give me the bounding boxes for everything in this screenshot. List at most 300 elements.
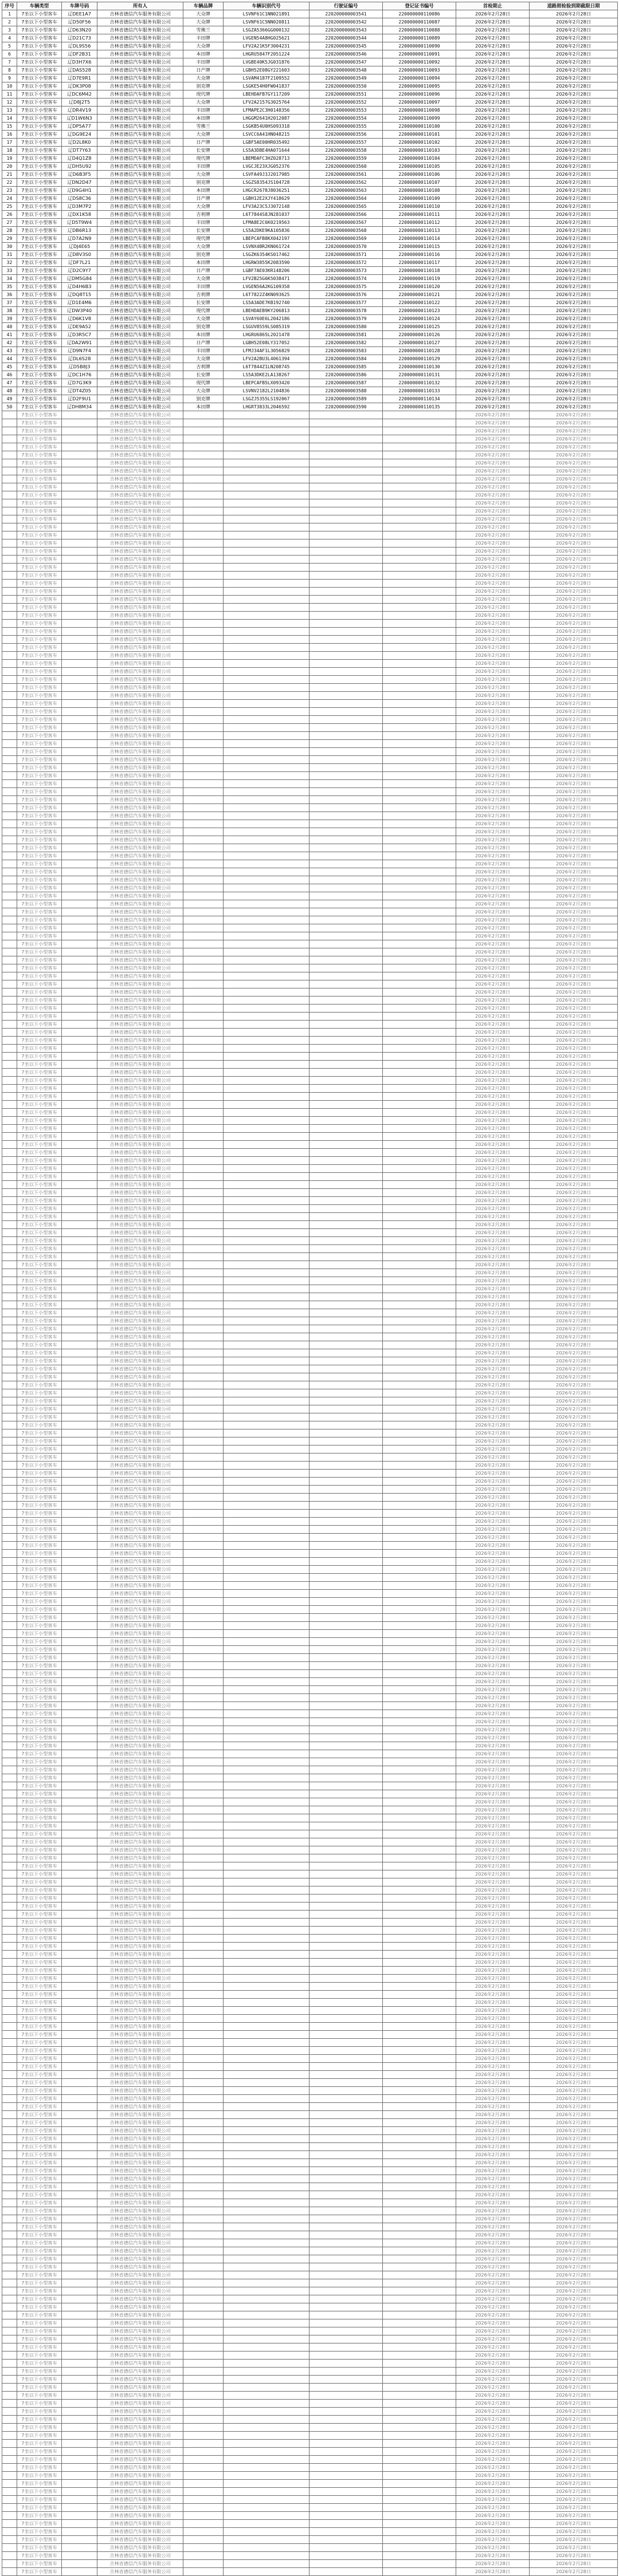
cell-plate: 辽D2C9Y7 [62,267,97,275]
cell-brand [183,1518,224,1526]
cell-plate: 辽D63N20 [62,26,97,34]
cell-first-inspection: 2026年2月28日 [456,964,530,972]
cell-owner: 吉林省德信汽车服务有限公司 [97,2376,183,2384]
cell-first-inspection: 2026年2月28日 [456,2368,530,2376]
cell-brand [183,748,224,756]
cell-first-inspection: 2026年2月28日 [456,2175,530,2183]
table-row [2,1894,618,1903]
cell-reg-cert-no: 220000000110094 [383,74,456,82]
cell-vin [224,1021,310,1029]
cell-vin [224,2464,310,2472]
cell-permit-expiry: 2026年2月28日 [530,267,618,275]
cell-vin [224,1510,310,1518]
cell-plate: 辽DH8M34 [62,403,97,411]
cell-reg-cert-no [383,1518,456,1526]
cell-plate [62,1373,97,1381]
cell-reg-cert-no: 220000000110123 [383,307,456,315]
cell-vehicle-type: 7坐以下小型客车 [17,1462,62,1470]
cell-plate [62,2271,97,2279]
cell-vin [224,1598,310,1606]
cell-first-inspection: 2026年2月28日 [456,483,530,491]
cell-index [2,1975,17,1983]
cell-index [2,2255,17,2263]
cell-plate [62,2352,97,2360]
cell-brand [183,1894,224,1903]
cell-reg-cert-no [383,876,456,884]
cell-plate [62,1814,97,1822]
cell-plate [62,1718,97,1726]
cell-license-no [310,1959,383,1967]
cell-reg-cert-no [383,708,456,716]
cell-vin [224,556,310,564]
cell-plate [62,2223,97,2231]
table-row [2,2327,618,2335]
cell-vin [224,764,310,772]
cell-vin [224,1341,310,1349]
cell-index: 38 [2,307,17,315]
cell-first-inspection: 2026年2月28日 [456,740,530,748]
cell-vin [224,1886,310,1894]
cell-plate [62,1806,97,1814]
cell-plate [62,1325,97,1333]
cell-vin [224,2199,310,2207]
table-row [2,956,618,964]
cell-index [2,499,17,507]
cell-permit-expiry: 2026年2月28日 [530,2456,618,2464]
cell-index [2,772,17,780]
cell-reg-cert-no [383,2536,456,2544]
cell-reg-cert-no [383,2119,456,2127]
cell-vehicle-type: 7坐以下小型客车 [17,636,62,644]
cell-vin [224,515,310,523]
cell-brand: 本田牌 [183,50,224,58]
cell-license-no [310,1413,383,1421]
cell-reg-cert-no: 220000000110124 [383,315,456,323]
cell-reg-cert-no [383,2127,456,2135]
cell-owner: 吉林省德信汽车服务有限公司 [97,700,183,708]
cell-brand [183,2047,224,2055]
cell-vin [224,1253,310,1261]
cell-index [2,1253,17,1261]
table-row [2,2568,618,2576]
cell-plate [62,1983,97,1991]
cell-first-inspection: 2026年2月28日 [456,2055,530,2063]
cell-plate [62,1670,97,1678]
cell-permit-expiry: 2026年2月28日 [530,515,618,523]
cell-brand [183,1798,224,1806]
cell-license-no [310,1814,383,1822]
cell-first-inspection: 2026年2月28日 [456,1534,530,1542]
cell-reg-cert-no [383,2271,456,2279]
cell-vehicle-type: 7坐以下小型客车 [17,764,62,772]
cell-owner: 吉林省德信汽车服务有限公司 [97,42,183,50]
cell-vin [224,1903,310,1911]
cell-vin [224,2207,310,2215]
cell-vin [224,972,310,980]
cell-brand [183,556,224,564]
cell-plate: 辽D3R5C7 [62,331,97,339]
cell-vin [224,1189,310,1197]
cell-brand [183,2544,224,2552]
cell-index [2,1598,17,1606]
cell-vin [224,1013,310,1021]
table-row [2,2023,618,2031]
cell-license-no: 220200000003562 [310,179,383,187]
cell-index [2,2263,17,2271]
cell-plate [62,2376,97,2384]
cell-license-no [310,1381,383,1389]
cell-permit-expiry: 2026年2月28日 [530,1462,618,1470]
cell-owner: 吉林省德信汽车服务有限公司 [97,2223,183,2231]
cell-vehicle-type: 7坐以下小型客车 [17,1269,62,1277]
table-row [2,18,618,26]
cell-plate [62,507,97,515]
cell-brand: 丰田牌 [183,58,224,66]
cell-first-inspection: 2026年2月28日 [456,676,530,684]
cell-brand [183,1341,224,1349]
cell-owner: 吉林省德信汽车服务有限公司 [97,283,183,291]
cell-vin [224,2095,310,2103]
cell-license-no: 220200000003548 [310,66,383,74]
cell-plate [62,1077,97,1085]
cell-reg-cert-no: 220000000110115 [383,243,456,251]
cell-owner: 吉林省德信汽车服务有限公司 [97,716,183,724]
cell-first-inspection: 2026年2月28日 [456,1454,530,1462]
cell-plate [62,844,97,852]
cell-permit-expiry: 2026年2月28日 [530,1197,618,1205]
cell-owner: 吉林省德信汽车服务有限公司 [97,1927,183,1935]
table-row [2,2207,618,2215]
cell-plate [62,419,97,427]
cell-plate: 辽DT4Z05 [62,387,97,395]
cell-brand [183,1005,224,1013]
cell-first-inspection: 2026年2月28日 [456,908,530,916]
cell-vehicle-type: 7坐以下小型客车 [17,147,62,155]
cell-vin [224,2408,310,2416]
table-row [2,26,618,34]
cell-plate: 辽D6B3F5 [62,171,97,179]
cell-reg-cert-no [383,491,456,499]
cell-index [2,884,17,892]
cell-first-inspection: 2026年2月28日 [456,235,530,243]
cell-brand [183,1421,224,1429]
cell-plate [62,2151,97,2159]
cell-vin [224,411,310,419]
cell-first-inspection: 2026年2月28日 [456,2223,530,2231]
cell-reg-cert-no: 220000000110117 [383,259,456,267]
table-row [2,411,618,419]
cell-permit-expiry: 2026年2月28日 [530,50,618,58]
cell-permit-expiry: 2026年2月28日 [530,1061,618,1069]
table-row [2,780,618,788]
cell-vehicle-type: 7坐以下小型客车 [17,1197,62,1205]
cell-index [2,1983,17,1991]
table-row [2,1029,618,1037]
cell-plate [62,836,97,844]
cell-brand: 吉利牌 [183,211,224,219]
cell-first-inspection: 2026年2月28日 [456,588,530,596]
cell-vehicle-type: 7坐以下小型客车 [17,1582,62,1590]
table-row [2,1694,618,1702]
cell-owner: 吉林省德信汽车服务有限公司 [97,82,183,90]
cell-license-no [310,1013,383,1021]
cell-plate [62,756,97,764]
cell-index [2,636,17,644]
cell-plate [62,916,97,924]
table-row [2,1854,618,1862]
cell-owner: 吉林省德信汽车服务有限公司 [97,2343,183,2352]
cell-reg-cert-no [383,796,456,804]
cell-plate [62,2512,97,2520]
cell-first-inspection: 2026年2月28日 [456,836,530,844]
cell-reg-cert-no [383,2472,456,2480]
cell-vehicle-type: 7坐以下小型客车 [17,1670,62,1678]
cell-vehicle-type: 7坐以下小型客车 [17,499,62,507]
cell-brand: 大众牌 [183,387,224,395]
cell-brand [183,1502,224,1510]
cell-vehicle-type: 7坐以下小型客车 [17,1486,62,1494]
cell-owner: 吉林省德信汽车服务有限公司 [97,2440,183,2448]
cell-vehicle-type: 7坐以下小型客车 [17,1085,62,1093]
cell-license-no [310,1237,383,1245]
cell-first-inspection: 2026年2月28日 [456,1662,530,1670]
cell-owner: 吉林省德信汽车服务有限公司 [97,2400,183,2408]
cell-owner: 吉林省德信汽车服务有限公司 [97,876,183,884]
cell-index [2,724,17,732]
cell-permit-expiry: 2026年2月28日 [530,18,618,26]
cell-owner: 吉林省德信汽车服务有限公司 [97,427,183,435]
cell-reg-cert-no [383,1878,456,1886]
cell-owner: 吉林省德信汽车服务有限公司 [97,612,183,620]
cell-permit-expiry: 2026年2月28日 [530,107,618,115]
cell-plate [62,1462,97,1470]
cell-plate [62,475,97,483]
cell-index [2,1478,17,1486]
cell-owner: 吉林省德信汽车服务有限公司 [97,419,183,427]
cell-index [2,1558,17,1566]
cell-brand [183,2087,224,2095]
cell-owner: 吉林省德信汽车服务有限公司 [97,948,183,956]
cell-vehicle-type: 7坐以下小型客车 [17,2095,62,2103]
cell-brand [183,1590,224,1598]
cell-reg-cert-no: 220000000110128 [383,347,456,355]
cell-reg-cert-no [383,467,456,475]
cell-brand: 日产牌 [183,339,224,347]
cell-brand [183,1566,224,1574]
cell-plate [62,1919,97,1927]
cell-vin [224,2135,310,2143]
cell-owner: 吉林省德信汽车服务有限公司 [97,2488,183,2496]
cell-index [2,572,17,580]
cell-plate [62,1774,97,1782]
cell-index: 3 [2,26,17,34]
cell-vehicle-type: 7坐以下小型客车 [17,1606,62,1614]
cell-reg-cert-no [383,1221,456,1229]
cell-license-no [310,2127,383,2135]
cell-vin [224,620,310,628]
cell-reg-cert-no [383,1654,456,1662]
cell-vin [224,467,310,475]
cell-vin [224,2271,310,2279]
cell-owner: 吉林省德信汽车服务有限公司 [97,2560,183,2568]
cell-vin [224,548,310,556]
cell-brand [183,1718,224,1726]
cell-brand [183,740,224,748]
cell-plate [62,1830,97,1838]
cell-brand [183,996,224,1005]
cell-plate [62,772,97,780]
cell-brand [183,716,224,724]
table-row [2,2416,618,2424]
cell-reg-cert-no [383,1261,456,1269]
cell-vehicle-type: 7坐以下小型客车 [17,1798,62,1806]
cell-license-no: 220200000003547 [310,58,383,66]
cell-license-no [310,844,383,852]
cell-vin [224,1654,310,1662]
cell-brand [183,1991,224,1999]
cell-first-inspection: 2026年2月28日 [456,1670,530,1678]
cell-index: 23 [2,187,17,195]
cell-reg-cert-no [383,2047,456,2055]
cell-license-no [310,2408,383,2416]
cell-brand [183,1534,224,1542]
table-row [2,2015,618,2023]
cell-plate [62,2239,97,2247]
cell-vin [224,2295,310,2303]
cell-owner: 吉林省德信汽车服务有限公司 [97,1197,183,1205]
cell-index [2,940,17,948]
cell-owner: 吉林省德信汽车服务有限公司 [97,1894,183,1903]
cell-vehicle-type: 7坐以下小型客车 [17,1317,62,1325]
cell-owner: 吉林省德信汽车服务有限公司 [97,2335,183,2343]
cell-brand [183,1742,224,1750]
cell-reg-cert-no [383,427,456,435]
cell-reg-cert-no [383,660,456,668]
cell-brand [183,892,224,900]
cell-vehicle-type: 7坐以下小型客车 [17,1590,62,1598]
cell-plate [62,1678,97,1686]
cell-brand: 大众牌 [183,42,224,50]
cell-permit-expiry: 2026年2月28日 [530,796,618,804]
cell-vin [224,1486,310,1494]
cell-brand [183,2552,224,2560]
cell-vehicle-type: 7坐以下小型客车 [17,604,62,612]
cell-permit-expiry: 2026年2月28日 [530,363,618,371]
cell-permit-expiry: 2026年2月28日 [530,1141,618,1149]
cell-vin [224,1397,310,1405]
cell-first-inspection: 2026年2月28日 [456,2199,530,2207]
cell-index [2,1999,17,2007]
table-row [2,467,618,475]
cell-reg-cert-no [383,884,456,892]
cell-first-inspection: 2026年2月28日 [456,531,530,539]
cell-index [2,1566,17,1574]
cell-reg-cert-no [383,2103,456,2111]
table-row [2,1061,618,1069]
cell-vehicle-type: 7坐以下小型客车 [17,1686,62,1694]
cell-brand: 大众牌 [183,171,224,179]
cell-plate [62,1782,97,1790]
cell-reg-cert-no: 220000000110134 [383,395,456,403]
cell-vin [224,443,310,451]
cell-permit-expiry: 2026年2月28日 [530,2416,618,2424]
cell-vin: LHGGM2641H2012087 [224,115,310,123]
table-row [2,1494,618,1502]
cell-license-no [310,644,383,652]
cell-plate [62,2568,97,2576]
cell-index [2,804,17,812]
cell-reg-cert-no [383,1630,456,1638]
cell-permit-expiry: 2026年2月28日 [530,2063,618,2071]
cell-first-inspection: 2026年2月28日 [456,1405,530,1413]
cell-vehicle-type: 7坐以下小型客车 [17,1894,62,1903]
cell-vehicle-type: 7坐以下小型客车 [17,1101,62,1109]
cell-brand: 雪佛兰 [183,26,224,34]
cell-permit-expiry: 2026年2月28日 [530,1870,618,1878]
cell-permit-expiry: 2026年2月28日 [530,1582,618,1590]
cell-permit-expiry: 2026年2月28日 [530,219,618,227]
table-row [2,1253,618,1261]
cell-license-no [310,1181,383,1189]
table-row [2,1806,618,1814]
cell-index [2,1021,17,1029]
cell-vin [224,539,310,548]
cell-license-no [310,1189,383,1197]
cell-first-inspection: 2026年2月28日 [456,1421,530,1429]
cell-reg-cert-no [383,411,456,419]
cell-permit-expiry: 2026年2月28日 [530,347,618,355]
cell-index [2,972,17,980]
table-row [2,499,618,507]
cell-plate [62,1317,97,1325]
cell-vin [224,1638,310,1646]
cell-vin [224,1325,310,1333]
cell-first-inspection: 2026年2月28日 [456,1550,530,1558]
cell-reg-cert-no [383,1983,456,1991]
cell-owner: 吉林省德信汽车服务有限公司 [97,676,183,684]
cell-index [2,2536,17,2544]
cell-license-no [310,467,383,475]
cell-permit-expiry: 2026年2月28日 [530,2143,618,2151]
cell-permit-expiry: 2026年2月28日 [530,1862,618,1870]
cell-vin [224,884,310,892]
cell-license-no: 220200000003580 [310,323,383,331]
cell-index [2,2015,17,2023]
cell-brand [183,1445,224,1454]
cell-vehicle-type: 7坐以下小型客车 [17,1213,62,1221]
cell-first-inspection: 2026年2月28日 [456,2015,530,2023]
table-row [2,604,618,612]
cell-brand [183,1486,224,1494]
table-row [2,1670,618,1678]
cell-reg-cert-no [383,1927,456,1935]
cell-plate [62,1526,97,1534]
table-row [2,844,618,852]
cell-brand [183,411,224,419]
cell-owner: 吉林省德信汽车服务有限公司 [97,203,183,211]
cell-reg-cert-no [383,1790,456,1798]
cell-license-no [310,2159,383,2167]
cell-owner: 吉林省德信汽车服务有限公司 [97,1999,183,2007]
cell-reg-cert-no [383,1445,456,1454]
cell-brand [183,1943,224,1951]
cell-owner: 吉林省德信汽车服务有限公司 [97,50,183,58]
cell-index [2,2303,17,2311]
table-row [2,299,618,307]
cell-index [2,1397,17,1405]
cell-vin [224,1405,310,1413]
cell-reg-cert-no [383,2087,456,2095]
